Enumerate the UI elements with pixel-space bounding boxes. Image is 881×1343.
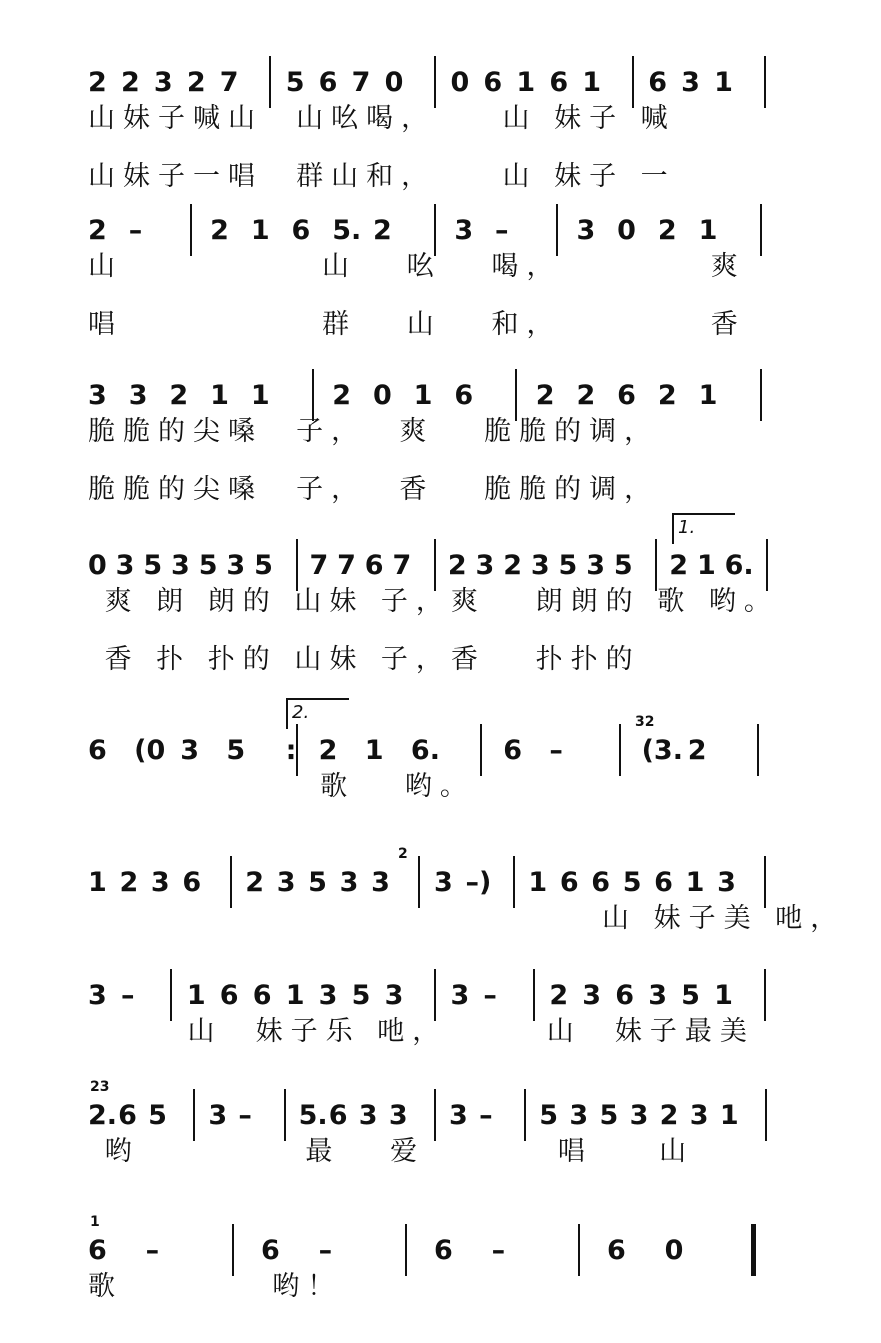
note: 2 <box>687 735 707 766</box>
note: 6 <box>364 550 384 581</box>
note: 6 <box>454 380 474 411</box>
note: 2 <box>119 867 139 898</box>
note: 6 <box>291 215 311 246</box>
bar-line <box>760 204 762 256</box>
note: 1 <box>714 67 733 98</box>
note: 3 <box>576 215 596 246</box>
note: 5 <box>681 980 700 1011</box>
note: 6 <box>88 735 107 766</box>
note: 3 <box>717 867 736 898</box>
note: 2 <box>245 867 265 898</box>
note: 6 <box>261 1235 280 1266</box>
grace-note: 23 <box>90 1079 110 1095</box>
bar-line <box>405 1224 407 1276</box>
note: 3 <box>586 550 606 581</box>
lyric-line: 歌 哟！ <box>88 1271 343 1302</box>
note: 3 <box>569 1100 589 1131</box>
note: 1 <box>516 67 536 98</box>
note: 5 <box>148 1100 167 1131</box>
note: 1 <box>698 380 718 411</box>
note: 7 <box>337 550 356 581</box>
note: 6 <box>219 980 239 1011</box>
volta-bracket: 2. <box>286 698 349 729</box>
bar-line <box>480 724 482 776</box>
note: 6 <box>88 1235 107 1266</box>
lyric-line: 爽 朗 朗的 山妹 子，爽 朗朗的 歌 哟。 <box>88 586 779 617</box>
note: 3 <box>226 550 246 581</box>
note: 5 <box>143 550 163 581</box>
note: 1 <box>364 735 384 766</box>
bar-line <box>764 56 766 108</box>
note: 6 <box>434 1235 453 1266</box>
note: 1 <box>714 980 733 1011</box>
note: – <box>238 1100 252 1131</box>
note: 6 <box>182 867 202 898</box>
note: 0 <box>88 550 107 581</box>
note: 2 <box>318 735 338 766</box>
note: – <box>495 215 509 246</box>
note: 2 <box>447 550 467 581</box>
note: 0 <box>450 67 470 98</box>
note: 3 <box>339 867 359 898</box>
note: 3 <box>115 550 135 581</box>
note: 3 <box>128 380 148 411</box>
note: 5 <box>254 550 273 581</box>
note: 6 <box>252 980 272 1011</box>
note: (3. <box>641 735 683 766</box>
note: 7 <box>392 550 412 581</box>
note: 1 <box>696 550 716 581</box>
note: 1 <box>413 380 433 411</box>
note: 2 <box>88 215 107 246</box>
note: – <box>128 215 143 246</box>
note: 3 <box>88 380 107 411</box>
note: 2 <box>535 380 555 411</box>
note: 2 <box>659 1100 679 1131</box>
note: – <box>318 1235 333 1266</box>
note: 1 <box>210 380 229 411</box>
note: 1 <box>88 867 107 898</box>
note: 5 <box>599 1100 619 1131</box>
grace-note: 2 <box>398 846 408 862</box>
note: – <box>483 980 497 1011</box>
note: 2 <box>669 550 689 581</box>
note: 1 <box>719 1100 739 1131</box>
volta-bracket: 1. <box>672 513 735 544</box>
lyric-line: 山 妹子美 吔， <box>88 903 846 934</box>
note: – <box>120 980 135 1011</box>
note: – <box>479 1100 493 1131</box>
bar-line <box>764 969 766 1021</box>
note: 3 <box>208 1100 228 1131</box>
note: 6 <box>607 1235 626 1266</box>
note: 3 <box>582 980 602 1011</box>
note: 5 <box>308 867 327 898</box>
lyric-line: 脆脆的尖嗓 子， 香 脆脆的调， <box>88 474 660 505</box>
lyric-line: 山 山 吆 喝， 爽 <box>88 251 746 282</box>
note: 3 <box>434 867 453 898</box>
grace-note: 32 <box>635 714 655 730</box>
note: 3 <box>371 867 390 898</box>
note: 2 <box>186 67 206 98</box>
note: 6 <box>318 67 338 98</box>
note: 2 <box>120 67 140 98</box>
lyric-line: 歌 哟。 <box>88 771 475 802</box>
note: 3 <box>88 980 107 1011</box>
bar-line <box>760 369 762 421</box>
note: 2. <box>88 1100 118 1131</box>
note: 1 <box>698 215 718 246</box>
note: 3 <box>388 1100 408 1131</box>
lyric-line: 唱 群 山 和， 香 <box>88 309 746 340</box>
note: 6 <box>617 380 636 411</box>
lyric-line: 山 妹子乐 吔， 山 妹子最美 <box>88 1016 755 1047</box>
note: 1 <box>528 867 548 898</box>
note: 2 <box>169 380 189 411</box>
note: 3 <box>150 867 170 898</box>
repeat-sign: : <box>285 735 297 766</box>
note: 5 <box>539 1100 559 1131</box>
lyric-line: 脆脆的尖嗓 子， 爽 脆脆的调， <box>88 416 660 447</box>
note: 6 <box>483 67 503 98</box>
note: 2 <box>657 380 677 411</box>
lyric-line: 山妹子喊山 山吆喝， 山 妹子 喊 <box>88 103 676 134</box>
note: 2 <box>210 215 229 246</box>
note: –) <box>465 867 492 898</box>
grace-note: 1 <box>90 1214 100 1230</box>
note: 3 <box>475 550 495 581</box>
note: 5 <box>226 735 246 766</box>
note: 5 <box>351 980 371 1011</box>
note: 2 <box>503 550 522 581</box>
note: 5. <box>332 215 362 246</box>
note: 2 <box>88 67 107 98</box>
bar-line <box>751 1224 756 1276</box>
note: – <box>145 1235 160 1266</box>
bar-line <box>765 1089 767 1141</box>
note: 0 <box>617 215 636 246</box>
bar-line <box>578 1224 580 1276</box>
note: 6 <box>328 1100 348 1131</box>
note: 3 <box>648 980 667 1011</box>
note: 6 <box>549 67 569 98</box>
lyric-line: 山妹子一唱 群山和， 山 妹子 一 <box>88 161 676 192</box>
note: 2 <box>549 980 569 1011</box>
note: 5 <box>285 67 305 98</box>
note: 0 <box>372 380 392 411</box>
note: 1 <box>582 67 602 98</box>
note: 1 <box>250 215 270 246</box>
note: 6 <box>591 867 611 898</box>
note: 3 <box>449 1100 468 1131</box>
note: 3 <box>450 980 470 1011</box>
note: 3 <box>276 867 296 898</box>
note: 1 <box>186 980 206 1011</box>
note: 6 <box>559 867 579 898</box>
note: 5 <box>558 550 578 581</box>
bar-line <box>757 724 759 776</box>
note: 3 <box>153 67 173 98</box>
note: 3 <box>358 1100 378 1131</box>
note: – <box>549 735 563 766</box>
note: 5. <box>298 1100 328 1131</box>
note: 1 <box>685 867 705 898</box>
note: 3 <box>171 550 190 581</box>
note: 6. <box>410 735 440 766</box>
note: 5 <box>622 867 642 898</box>
note: 5 <box>613 550 633 581</box>
note: 2 <box>657 215 677 246</box>
lyric-line: 哟 最 爱 唱 山 <box>88 1136 695 1167</box>
note: 3 <box>689 1100 709 1131</box>
note: 3 <box>384 980 404 1011</box>
note: 2 <box>576 380 596 411</box>
note: 7 <box>219 67 239 98</box>
note: 6 <box>648 67 667 98</box>
lyric-line: 香 扑 扑的 山妹 子，香 扑扑的 <box>88 644 641 675</box>
note: 0 <box>384 67 404 98</box>
note: 1 <box>250 380 270 411</box>
note: 0 <box>664 1235 684 1266</box>
note: 7 <box>309 550 329 581</box>
note: 3 <box>318 980 338 1011</box>
note: 3 <box>681 67 700 98</box>
note: 2 <box>332 380 352 411</box>
note: 2 <box>372 215 392 246</box>
note: 6. <box>724 550 754 581</box>
note: 6 <box>654 867 673 898</box>
note: 6 <box>503 735 522 766</box>
bar-line <box>619 724 621 776</box>
note: 3 <box>180 735 200 766</box>
note: 3 <box>629 1100 649 1131</box>
note: 3 <box>454 215 474 246</box>
note: 6 <box>615 980 635 1011</box>
note: 6 <box>118 1100 137 1131</box>
note: 7 <box>351 67 371 98</box>
note: 5 <box>198 550 218 581</box>
note: (0 <box>134 735 166 766</box>
note: 3 <box>530 550 550 581</box>
note: – <box>491 1235 506 1266</box>
note: 1 <box>285 980 305 1011</box>
